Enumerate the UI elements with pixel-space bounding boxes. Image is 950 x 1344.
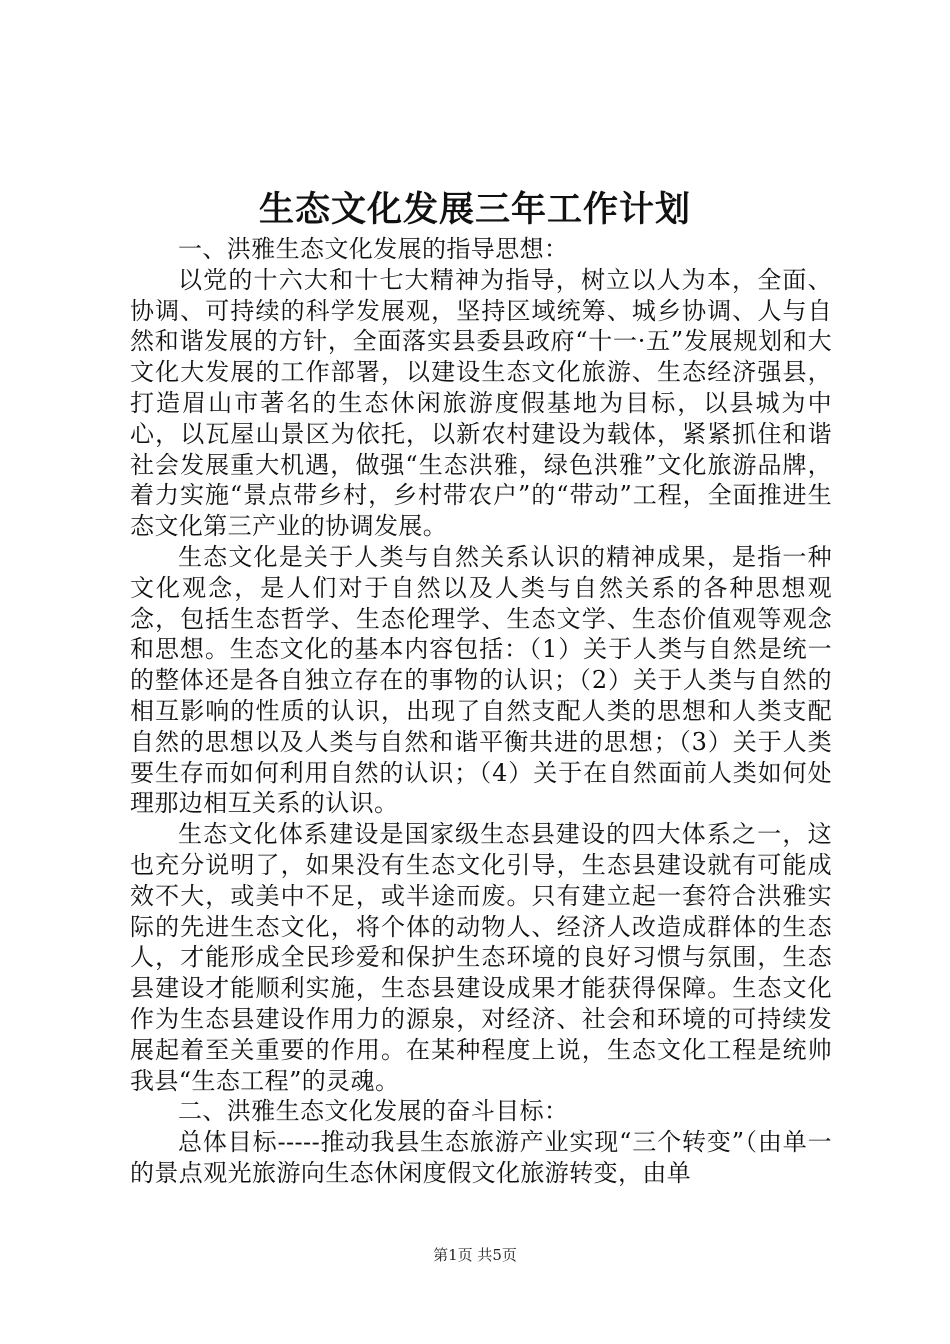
document-title: 生态文化发展三年工作计划: [258, 189, 691, 230]
page-footer: 第1页 共5页: [433, 1246, 517, 1264]
paragraph-ecological-culture-definition: 生态文化是关于人类与自然关系认识的精神成果，是指一种文化观念，是人们对于自然以及人类与自然关系的各种思想观念，包括生态哲学、生态伦理学、生态文学、生态价值观等观念和思想。生态文化的基本内容包括：（1）关于人类与自然是统一的整体还是各自独立存在的事物的认识；（2）关于人类与自然的相互影响的性质的认识，出现了自然支配人类的思想和人类支配自然的思想以及人类与自然和谐平衡共进的思想；（3）关于人类要生存而如何利用自然的认识；（4）关于在自然面前人类如何处理那边相互关系的认识。: [130, 542, 832, 818]
document-body: [130, 234, 832, 1189]
section-heading-guiding-ideology: 一、洪雅生态文化发展的指导思想：: [178, 235, 569, 263]
paragraph-guiding-ideology: 以党的十六大和十七大精神为指导，树立以人为本，全面、协调、可持续的科学发展观，坚持区域统筹、城乡协调、人与自然和谐发展的方针，全面落实县委县政府“十一·五”发展规划和大文化大发展的工作部署，以建设生态文化旅游、生态经济强县，打造眉山市著名的生态休闲旅游度假基地为目标，以县城为中心，以瓦屋山景区为依托，以新农村建设为载体，紧紧抓住和谐社会发展重大机遇，做强“生态洪雅，绿色洪雅”文化旅游品牌，着力实施“景点带乡村，乡村带农户”的“带动”工程，全面推进生态文化第三产业的协调发展。: [130, 265, 832, 541]
section-heading-goals: 二、洪雅生态文化发展的奋斗目标：: [178, 1097, 569, 1126]
paragraph-ecological-culture-system: 生态文化体系建设是国家级生态县建设的四大体系之一，这也充分说明了，如果没有生态文化引导，生态县建设就有可能成效不大，或美中不足，或半途而废。只有建立起一套符合洪雅实际的先进生态文化，将个体的动物人、经济人改造成群体的生态人，才能形成全民珍爱和保护生态环境的良好习惯与氛围，生态县建设才能顺利实施，生态县建设成果才能获得保障。生态文化作为生态县建设作用力的源泉，对经济、社会和环境的可持续发展起着至关重要的作用。在某种程度上说，生态文化工程是统帅我县“生态工程”的灵魂。: [130, 820, 832, 1095]
paragraph-overall-goal: 总体目标-----推动我县生态旅游产业实现“三个转变”（由单一的景点观光旅游向生态休闲度假文化旅游转变，由单: [130, 1128, 832, 1187]
